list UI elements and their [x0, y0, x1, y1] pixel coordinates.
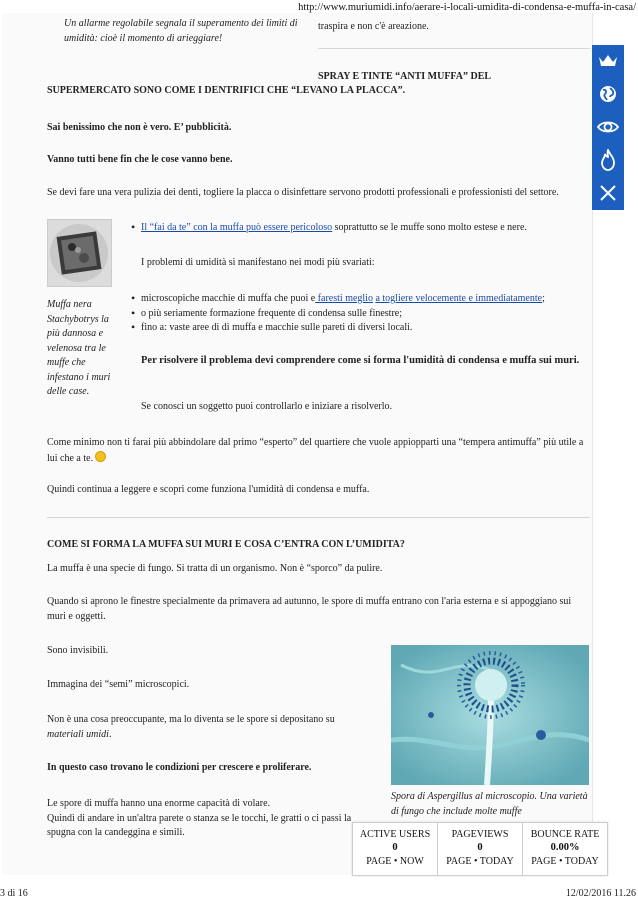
remove-quickly-link[interactable]: a togliere velocemente e immediatamente: [375, 293, 543, 304]
stat-active-users: ACTIVE USERS 0 PAGE • NOW: [359, 829, 431, 867]
stat-pageviews: PAGEVIEWS 0 PAGE • TODAY: [437, 823, 522, 875]
aspergillus-caption: Spora di Aspergillus al microscopio. Una varietà di fungo che include molte muffe: [391, 791, 588, 817]
bullet-list-1: [131, 221, 591, 236]
paragraph-invisibili: Sono invisibili.: [47, 645, 109, 656]
crown-icon[interactable]: [592, 45, 624, 77]
paragraph-risolvere: Per risolvere il problema devi comprendere come si forma l'umidità di condensa e muffa sui muri.: [141, 355, 580, 366]
page-url: http://www.muriumidi.info/aerare-i-locali-umidita-di-condensa-e-muffa-in-casa/: [298, 2, 636, 13]
paragraph-vanno: Vanno tutti bene fin che le cose vanno bene.: [47, 154, 233, 165]
flame-icon[interactable]: [592, 144, 624, 176]
list-item: • microscopiche macchie di muffa che puoi e faresti meglio a togliere velocemente e immediatamente;: [131, 292, 591, 307]
paragraph-sai: Sai benissimo che non è vero. E’ pubblicità.: [47, 122, 232, 133]
stachybotrys-image: [47, 219, 112, 287]
paragraph-specie: La muffa è una specie di fungo. Si tratta di un organismo. Non è “sporco” da pulire.: [47, 563, 383, 574]
paragraph-preoccupante: Non è una cosa preoccupante, ma lo diventa se le spore si depositano su materiali umidi.: [47, 714, 335, 740]
globe-icon[interactable]: [592, 78, 624, 110]
paragraph-conosci: Se conosci un soggetto puoi controllarlo e iniziare a risolverlo.: [141, 401, 393, 412]
section-heading: COME SI FORMA LA MUFFA SUI MURI E COSA C’ENTRA CON L’UMIDITA?: [47, 539, 405, 550]
close-icon[interactable]: [592, 177, 624, 209]
paragraph-condizioni: In questo caso trovano le condizioni per crescere e proliferare.: [47, 762, 312, 773]
supermercato-heading: SUPERMERCATO SONO COME I DENTRIFICI CHE “LEVANO LA PLACCA”.: [47, 85, 406, 96]
share-sidebar: [592, 45, 624, 210]
list-item: • fino a: vaste aree di di muffa e macchie sulle pareti di diversi locali.: [131, 321, 591, 336]
paragraph-problemi: I problemi di umidità si manifestano nei modi più svariati:: [141, 257, 375, 268]
right-column-text: traspira e non c'è areazione.: [318, 21, 429, 32]
stats-widget: [352, 822, 608, 876]
eye-icon[interactable]: [592, 111, 624, 143]
faresti-meglio-link[interactable]: faresti meglio: [315, 293, 373, 304]
stachybotrys-caption: Muffa nera Stachybotrys la più dannosa e velenosa tra le muffe che infestano i muri delle case.: [47, 299, 111, 397]
footer-page-number: 3 di 16: [0, 887, 28, 899]
diy-danger-link[interactable]: Il “fai da te” con la muffa può essere pericoloso: [141, 222, 333, 233]
paragraph-quindi: Quindi continua a leggere e scopri come funziona l'umidità di condensa e muffa.: [47, 484, 370, 495]
spray-heading: SPRAY E TINTE “ANTI MUFFA” DEL: [318, 71, 492, 82]
paragraph-finestre: Quando si aprono le finestre specialmente da primavera ad autunno, le spore di muffa entrano con l'aria esterna e si appoggiano sui muri e oggetti.: [47, 596, 572, 622]
smiley-icon: [95, 451, 106, 462]
footer-datetime: 12/02/2016 11.26: [565, 887, 636, 899]
paragraph-semi: Immagina dei “semi” microscopici.: [47, 679, 190, 690]
list-item: • o più seriamente formazione frequente di condensa sulle finestre;: [131, 307, 591, 322]
bullet-list-2: [131, 292, 591, 336]
list-item: • Il “fai da te” con la muffa può essere pericoloso soprattutto se le muffe sono molto estese e nere.: [131, 221, 591, 236]
divider: [47, 517, 590, 518]
hygrometer-caption: Un allarme regolabile segnala il superamento dei limiti di umidità: cioè il momento di arieggiare!: [64, 18, 298, 44]
aspergillus-image: [391, 645, 589, 785]
paragraph-come-minimo: Come minimo non ti farai più abbindolare dal primo “esperto” del quartiere che vuole appiopparti una “tempera antimuffa” più utile a lui che a te.: [47, 437, 584, 464]
paragraph-spore: Le spore di muffa hanno una enorme capacità di volare. Quindi di andare in un'altra parete o stanza se le tocchi, le gratti o ci passi la spugna con la candeggina e simili.: [47, 798, 352, 838]
stat-bounce-rate: BOUNCE RATE 0.00% PAGE • TODAY: [522, 823, 607, 875]
divider: [318, 48, 590, 49]
paragraph-pulizia: Se devi fare una vera pulizia dei denti, togliere la placca o disinfettare servono prodotti professionali e professionisti del settore.: [47, 187, 559, 198]
